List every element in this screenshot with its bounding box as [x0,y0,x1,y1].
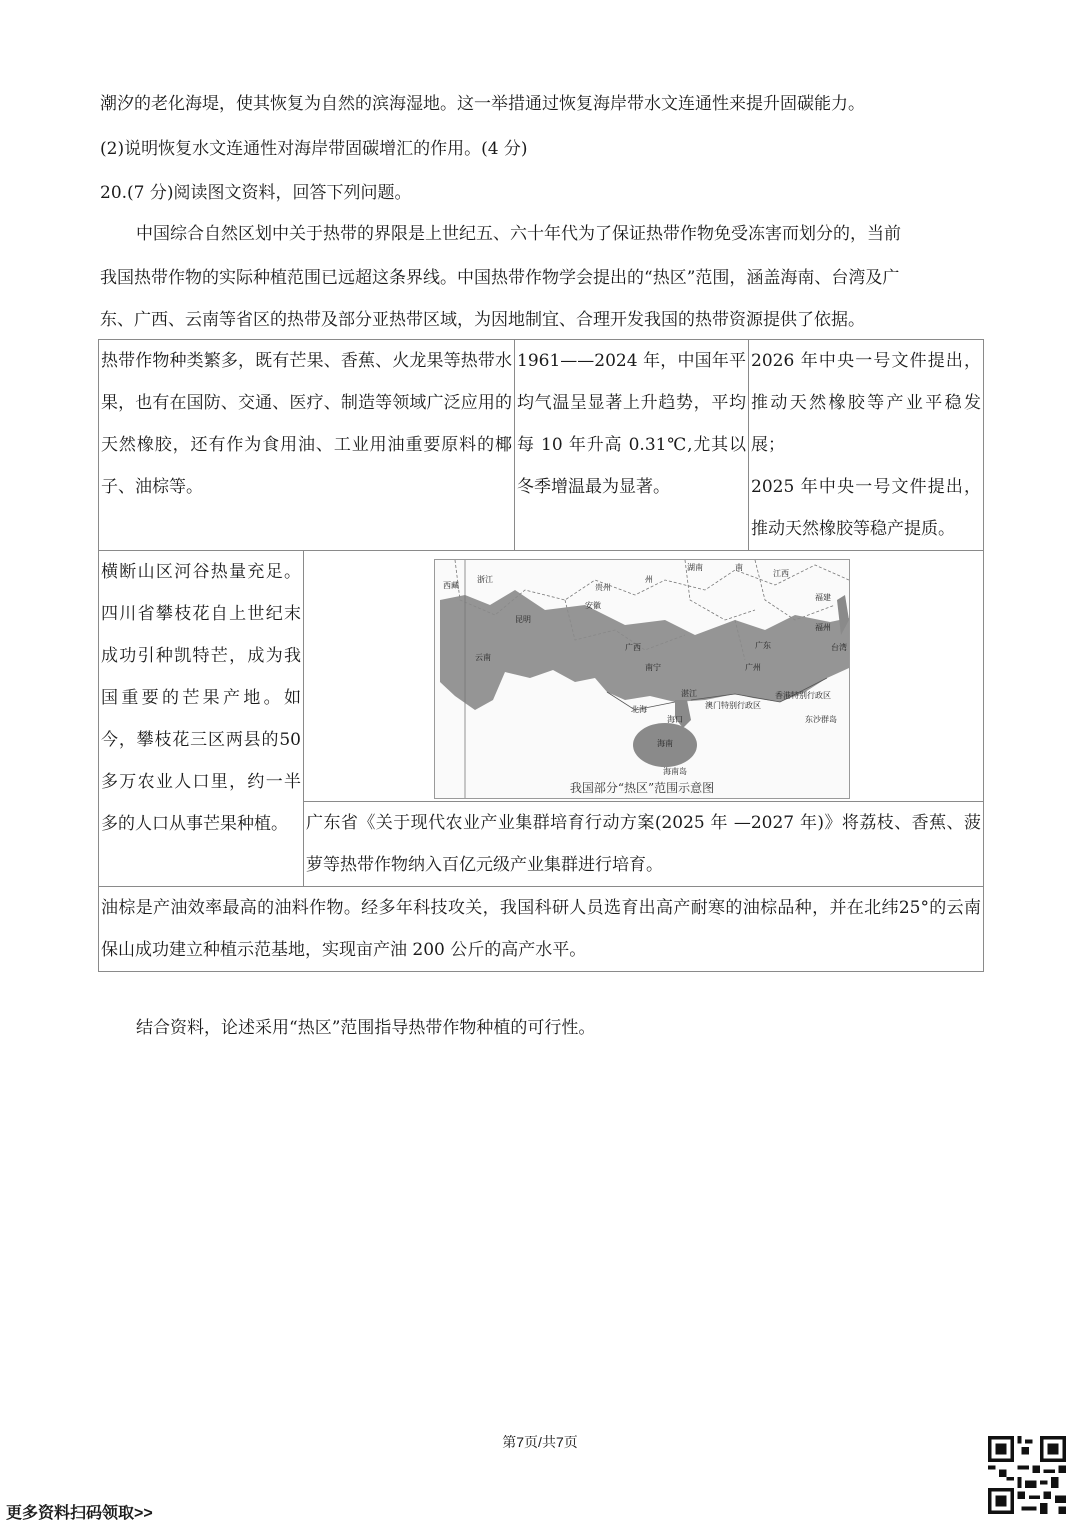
map-wrap [304,551,983,801]
map-figure [435,560,849,798]
cell-policy-2026: 2026 年中央一号文件提出，推动天然橡胶等产业平稳发展； [751,351,981,455]
map-label-zhejiang: 浙江 [477,575,493,584]
cell-guangdong-text: 广东省《关于现代农业产业集群培育行动方案(2025 年 —2027 年)》将荔枝、香蕉、菠萝等热带作物纳入百亿元级产业集群进行培育。 [306,813,981,875]
map-label-fujian: 福建 [815,593,831,602]
cell-panzhihua [99,551,304,887]
materials-table [98,339,984,972]
map-label-guangxi: 广西 [625,643,641,652]
map-label-beihai: 北海 [631,705,647,714]
hot-zone-map [434,559,850,799]
para-line-3: 东、广西、云南等省区的热带及部分亚热带区域，为因地制宜、合理开发我国的热带资源提供了依据。 [100,310,865,330]
question-2-prompt: (2)说明恢复水文连通性对海岸带固碳增汇的作用。(4 分) [100,139,528,159]
more-resources-link[interactable]: 更多资料扫码领取>> [6,1505,153,1522]
map-caption: 我国部分“热区”范围示意图 [569,781,715,795]
map-label-zhanjiang: 湛江 [681,689,697,698]
map-label-dongsha: 东沙群岛 [805,715,837,724]
question-prompt: 结合资料，论述采用“热区”范围指导热带作物种植的可行性。 [136,1018,596,1038]
table-row-1 [99,340,984,551]
map-label-nanning: 南宁 [645,663,661,672]
table-row-4 [99,887,984,972]
map-label-haikou: 海口 [667,715,683,724]
cell-crops [99,340,515,551]
map-label-guangdong: 广东 [755,641,771,650]
map-label-hongkong: 香港特别行政区 [775,691,831,700]
map-label-kunming: 昆明 [515,615,531,624]
qr-code-icon[interactable] [988,1436,1066,1514]
para-line-1: 中国综合自然区划中关于热带的界限是上世纪五、六十年代为了保证热带作物免受冻害而划分的，当前 [136,224,901,244]
cell-oilpalm-text: 油棕是产油效率最高的油料作物。经多年科技攻关，我国科研人员选育出高产耐寒的油棕品种，并在北纬25°的云南保山成功建立种植示范基地，实现亩产油 200 公斤的高产水平。 [101,898,981,960]
cell-climate [515,340,749,551]
map-label-taiwan: 台湾 [831,643,847,652]
map-label-jiangxi: 江西 [773,569,789,578]
map-label-zhou: 州 [645,575,653,584]
table-row-2 [99,551,984,802]
cell-guangdong [304,802,984,887]
page-number: 第7页/共7页 [502,1434,578,1450]
map-label-guizhou: 贵州 [595,583,611,592]
cell-policy-2025: 2025 年中央一号文件提出，推动天然橡胶等稳产提质。 [751,477,981,539]
question-20-heading: 20.(7 分)阅读图文资料，回答下列问题。 [100,183,412,203]
map-label-nan: 南 [735,563,743,572]
map-label-hainan-island: 海南岛 [663,767,687,776]
map-label-yunnan: 云南 [475,653,491,662]
cell-policy [749,340,984,551]
intro-line-1: 潮汐的老化海堤，使其恢复为自然的滨海湿地。这一举措通过恢复海岸带水文连通性来提升固碳能力。 [100,94,865,114]
cell-panzhihua-text: 横断山区河谷热量充足。四川省攀枝花自上世纪末成功引种凯特芒，成为我国重要的芒果产地。如今，攀枝花三区两县的50多万农业人口里，约一半多的人口从事芒果种植。 [101,562,301,834]
map-label-macau: 澳门特别行政区 [705,701,761,710]
map-label-anhui: 安徽 [585,601,601,610]
map-label-hunan: 湖南 [687,563,703,572]
cell-climate-text: 1961——2024 年，中国年平均气温呈显著上升趋势，平均每 10 年升高 0.31℃,尤其以冬季增温最为显著。 [517,351,746,497]
map-label-xizang: 西藏 [443,581,459,590]
map-label-guangzhou: 广州 [745,663,761,672]
cell-crops-text: 热带作物种类繁多，既有芒果、香蕉、火龙果等热带水果，也有在国防、交通、医疗、制造等领域广泛应用的天然橡胶，还有作为食用油、工业用油重要原料的椰子、油棕等。 [101,351,512,497]
cell-oilpalm [99,887,984,972]
para-line-2: 我国热带作物的实际种植范围已远超这条界线。中国热带作物学会提出的“热区”范围，涵盖海南、台湾及广 [100,268,900,288]
map-label-fuzhou: 福州 [815,623,831,632]
map-label-hainan: 海南 [657,739,673,748]
cell-map [304,551,984,802]
